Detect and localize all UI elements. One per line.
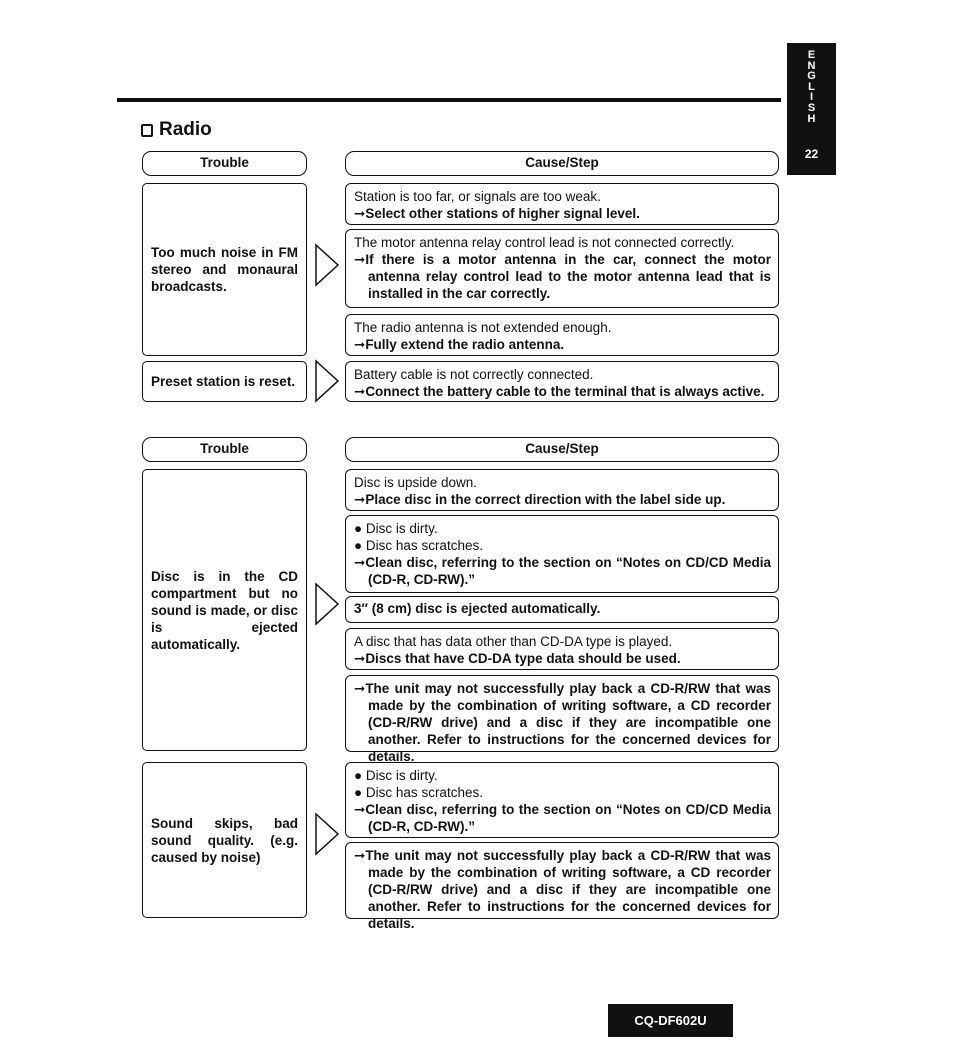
trouble-text: Too much noise in FM stereo and monaural broadcasts. xyxy=(151,245,298,294)
cause-header: Cause/Step xyxy=(345,151,779,176)
step-text: Place disc in the correct direction with the label side up. xyxy=(365,492,726,507)
cause-text: The motor antenna relay control lead is not connected correctly. xyxy=(354,235,735,250)
trouble-box xyxy=(142,361,307,402)
step-text: The unit may not successfully play back a CD-R/RW that was made by the combination of writing software, a CD recorder (CD-R/RW drive) and a disc if they are incompatible one another. Refer to instructions for the concerned devices for details. xyxy=(365,848,771,931)
page-number: 22 xyxy=(804,147,819,161)
step-text: Clean disc, referring to the section on “Notes on CD/CD Media (CD-R, CD-RW).” xyxy=(365,555,771,587)
cause-box xyxy=(345,628,779,670)
section-title: Radio xyxy=(159,119,212,140)
step-arrow-icon: ➞ xyxy=(354,555,366,570)
pointer-arrow-icon xyxy=(314,359,340,403)
step-text: Fully extend the radio antenna. xyxy=(365,337,565,352)
cause-box xyxy=(345,314,779,356)
bullet-text: Disc is dirty. xyxy=(365,521,438,536)
language-label: E N G L I S H xyxy=(807,49,816,125)
top-rule xyxy=(117,98,781,102)
cause-text: 3″ (8 cm) disc is ejected automatically. xyxy=(354,601,601,616)
step-arrow-icon: ➞ xyxy=(354,651,366,666)
bullet-text: Disc has scratches. xyxy=(365,785,483,800)
pointer-arrow-icon xyxy=(314,812,340,856)
cause-text: The radio antenna is not extended enough. xyxy=(354,320,612,335)
pointer-arrow-icon xyxy=(314,582,340,626)
cause-header: Cause/Step xyxy=(345,437,779,462)
cause-text: Station is too far, or signals are too weak. xyxy=(354,189,601,204)
step-text: Discs that have CD-DA type data should be used. xyxy=(365,651,681,666)
cause-box xyxy=(345,469,779,511)
bullet-icon: ● xyxy=(354,768,363,783)
step-arrow-icon: ➞ xyxy=(354,337,366,352)
cause-box xyxy=(345,842,779,931)
cause-box xyxy=(345,762,779,838)
bullet-icon: ● xyxy=(354,785,363,800)
trouble-text: Disc is in the CD compartment but no sound is made, or disc is ejected automatically. xyxy=(151,568,298,652)
pointer-arrow-icon xyxy=(314,243,340,287)
cause-box xyxy=(345,675,779,764)
trouble-text: Sound skips, bad sound quality. (e.g. caused by noise) xyxy=(151,815,298,865)
trouble-header: Trouble xyxy=(142,151,307,176)
model-number-badge: CQ-DF602U xyxy=(608,1004,733,1037)
trouble-header: Trouble xyxy=(142,437,307,462)
step-arrow-icon: ➞ xyxy=(354,384,366,399)
bullet-text: Disc is dirty. xyxy=(365,768,438,783)
trouble-box xyxy=(142,469,307,751)
cause-box xyxy=(345,183,779,225)
cause-box xyxy=(345,229,779,308)
cause-text: A disc that has data other than CD-DA type is played. xyxy=(354,634,673,649)
step-text: The unit may not successfully play back a CD-R/RW that was made by the combination of writing software, a CD recorder (CD-R/RW drive) and a disc if they are incompatible one another. Refer to instructions for the concerned devices for details. xyxy=(365,681,771,764)
trouble-box xyxy=(142,762,307,918)
checkbox-square-icon xyxy=(141,124,153,137)
cause-text: Battery cable is not correctly connected. xyxy=(354,367,594,382)
step-arrow-icon: ➞ xyxy=(354,848,366,863)
step-arrow-icon: ➞ xyxy=(354,252,366,267)
cause-box xyxy=(345,515,779,593)
step-arrow-icon: ➞ xyxy=(354,681,366,696)
step-arrow-icon: ➞ xyxy=(354,492,366,507)
trouble-box xyxy=(142,183,307,356)
step-text: Clean disc, referring to the section on “Notes on CD/CD Media (CD-R, CD-RW).” xyxy=(365,802,771,834)
step-arrow-icon: ➞ xyxy=(354,206,366,221)
step-arrow-icon: ➞ xyxy=(354,802,366,817)
bullet-icon: ● xyxy=(354,538,363,553)
step-text: Connect the battery cable to the terminal that is always active. xyxy=(365,384,765,399)
cause-box xyxy=(345,596,779,623)
trouble-text: Preset station is reset. xyxy=(151,374,296,389)
bullet-icon: ● xyxy=(354,521,363,536)
language-tab xyxy=(787,43,836,175)
cause-box xyxy=(345,361,779,402)
step-text: Select other stations of higher signal level. xyxy=(365,206,640,221)
section-heading xyxy=(141,119,212,141)
bullet-text: Disc has scratches. xyxy=(365,538,483,553)
cause-text: Disc is upside down. xyxy=(354,475,478,490)
step-text: If there is a motor antenna in the car, connect the motor antenna relay control lead to the motor antenna lead that is installed in the car correctly. xyxy=(365,252,771,301)
